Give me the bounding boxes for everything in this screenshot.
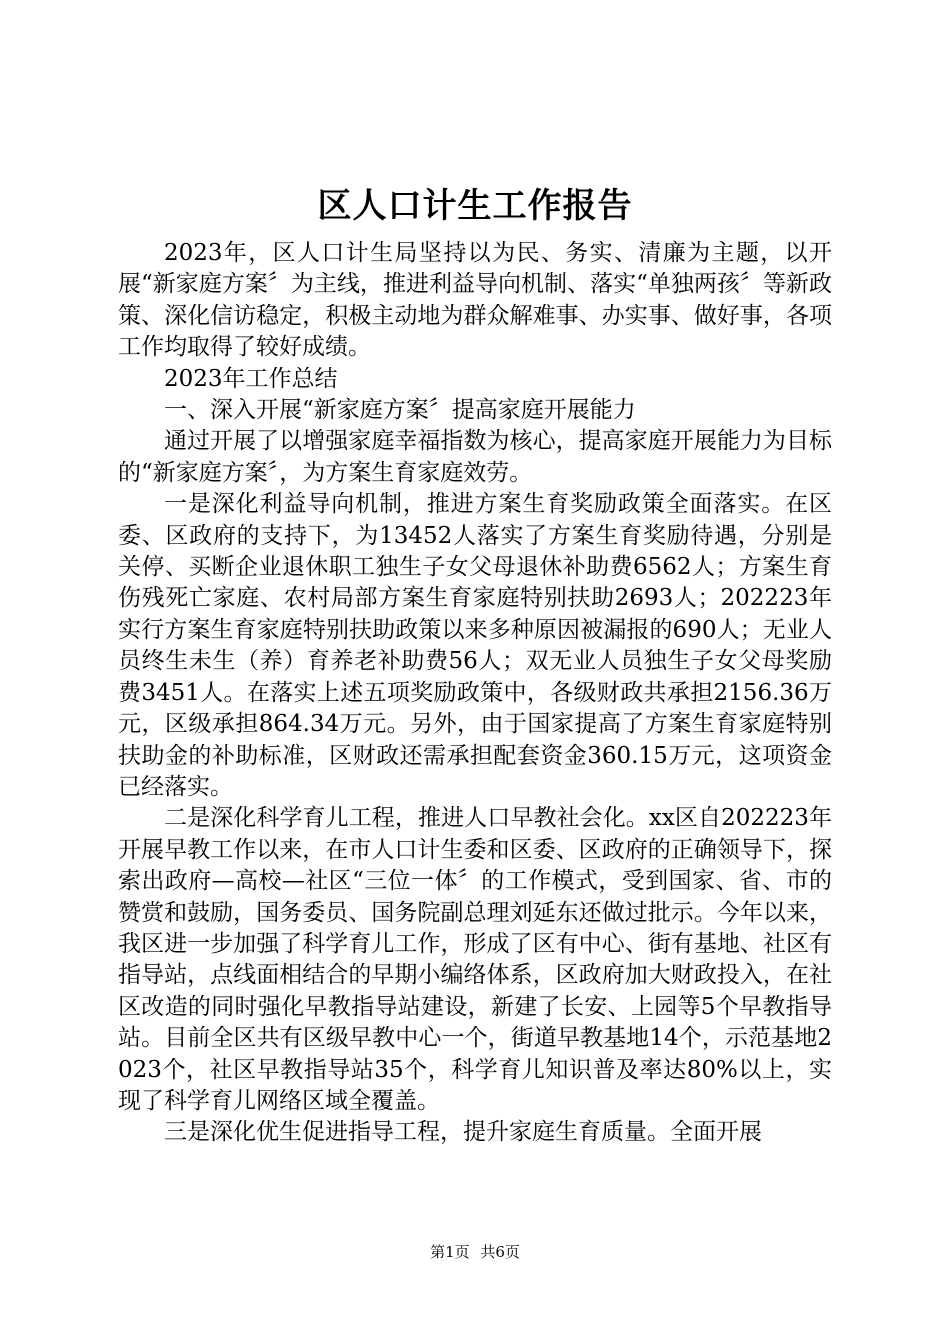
paragraph-item-3: 三是深化优生促进指导工程，提升家庭生育质量。全面开展 [164,1119,762,1146]
paragraph-item-1: 一是深化利益导向机制，推进方案生育奖励政策全面落实。在区委、区政府的支持下，为13452人落实了方案生育奖励待遇，分别是关停、买断企业退休职工独生子女父母退休补助费6562人；方案生育伤残死亡家庭、农村局部方案生育家庭特别扶助2693人；202223年实行方案生育家庭特别扶助政策以来多种原因被漏报的690人；无业人员终生未生（养）育养老补助费56人；双无业人员独生子女父母奖励费3451人。在落实上述五项奖励政策中，各级财政共承担2156.36万元，区级承担864.34万元。另外，由于国家提高了方案生育家庭特别扶助金的补助标准，区财政还需承担配套资金360.15万元，这项资金已经落实。 [118,491,832,800]
document-title: 区人口计生工作报告 [317,186,633,226]
page-footer [0,1242,950,1262]
paragraph-summary: 通过开展了以增强家庭幸福指数为核心，提高家庭开展能力为目标的“新家庭方案〞，为方案生育家庭效劳。 [118,428,832,486]
page-total: 共6页 [480,1243,520,1261]
page-number: 第1页 [430,1243,470,1261]
paragraph-section-heading: 2023年工作总结 [164,365,338,392]
paragraph-item-2: 二是深化科学育儿工程，推进人口早教社会化。xx区自202223年开展早教工作以来，在市人口计生委和区委、区政府的正确领导下，探索出政府—高校—社区“三位一体〞的工作模式，受到国家、省、市的赞赏和鼓励，国务委员、国务院副总理刘延东还做过批示。今年以来，我区进一步加强了科学育儿工作，形成了区有中心、街有基地、社区有指导站，点线面相结合的早期小编络体系，区政府加大财政投入，在社区改造的同时强化早教指导站建设，新建了长安、上园等5个早教指导站。目前全区共有区级早教中心一个，街道早教基地14个，示范基地2023个，社区早教指导站35个，科学育儿知识普及率达80%以上，实现了科学育儿网络区域全覆盖。 [118,805,832,1114]
paragraph-intro: 2023年，区人口计生局坚持以为民、务实、清廉为主题，以开展“新家庭方案〞为主线，推进利益导向机制、落实“单独两孩〞等新政策、深化信访稳定，积极主动地为群众解难事、办实事、做好事，各项工作均取得了较好成绩。 [118,240,832,361]
document-body [118,238,832,1149]
paragraph-subheading-1: 一、深入开展“新家庭方案〞提高家庭开展能力 [164,397,636,424]
